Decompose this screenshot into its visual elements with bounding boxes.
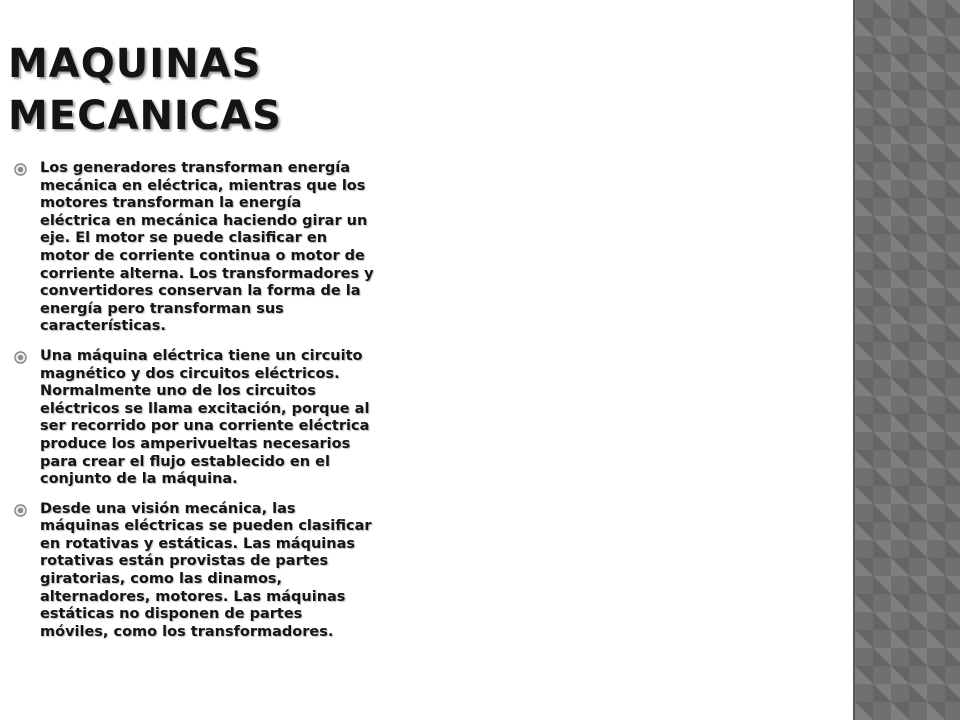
- bullet-text: Desde una visión mecánica, las máquinas eléctricas se pueden clasificar en rotativas y estáticas. Las máquinas rotativas están provistas de partes giratorias, como las dinamos, alternadores, motores. Las máquinas estáticas no disponen de partes móviles, como los transformadores.: [40, 500, 372, 640]
- circled-bullet-icon: [14, 351, 27, 364]
- slide-title-line-2: MECANICAS: [8, 93, 282, 139]
- circled-bullet-icon: [14, 163, 27, 176]
- bullet-list: [14, 160, 374, 653]
- bullet-text: Una máquina eléctrica tiene un circuito magnético y dos circuitos eléctricos. Normalmente uno de los circuitos eléctricos se llama excitación, porque al ser recorrido por una corriente eléctrica produce los amperivueltas necesarios para crear el flujo establecido en el conjunto de la máquina.: [40, 347, 370, 488]
- slide-title: [8, 38, 282, 142]
- bullet-item: [14, 501, 374, 642]
- slide-title-line-1: MAQUINAS: [8, 41, 262, 87]
- bullet-item: [14, 160, 374, 336]
- bullet-text: Los generadores transforman energía mecánica en eléctrica, mientras que los motores transforman la energía eléctrica en mecánica haciendo girar un eje. El motor se puede clasificar en motor de corriente continua o motor de corriente alterna. Los transformadores y convertidores conservan la forma de la energía pero transforman sus características.: [40, 160, 374, 335]
- bullet-item: [14, 348, 374, 489]
- side-decorative-panel: [855, 0, 960, 720]
- circled-bullet-icon: [14, 504, 27, 517]
